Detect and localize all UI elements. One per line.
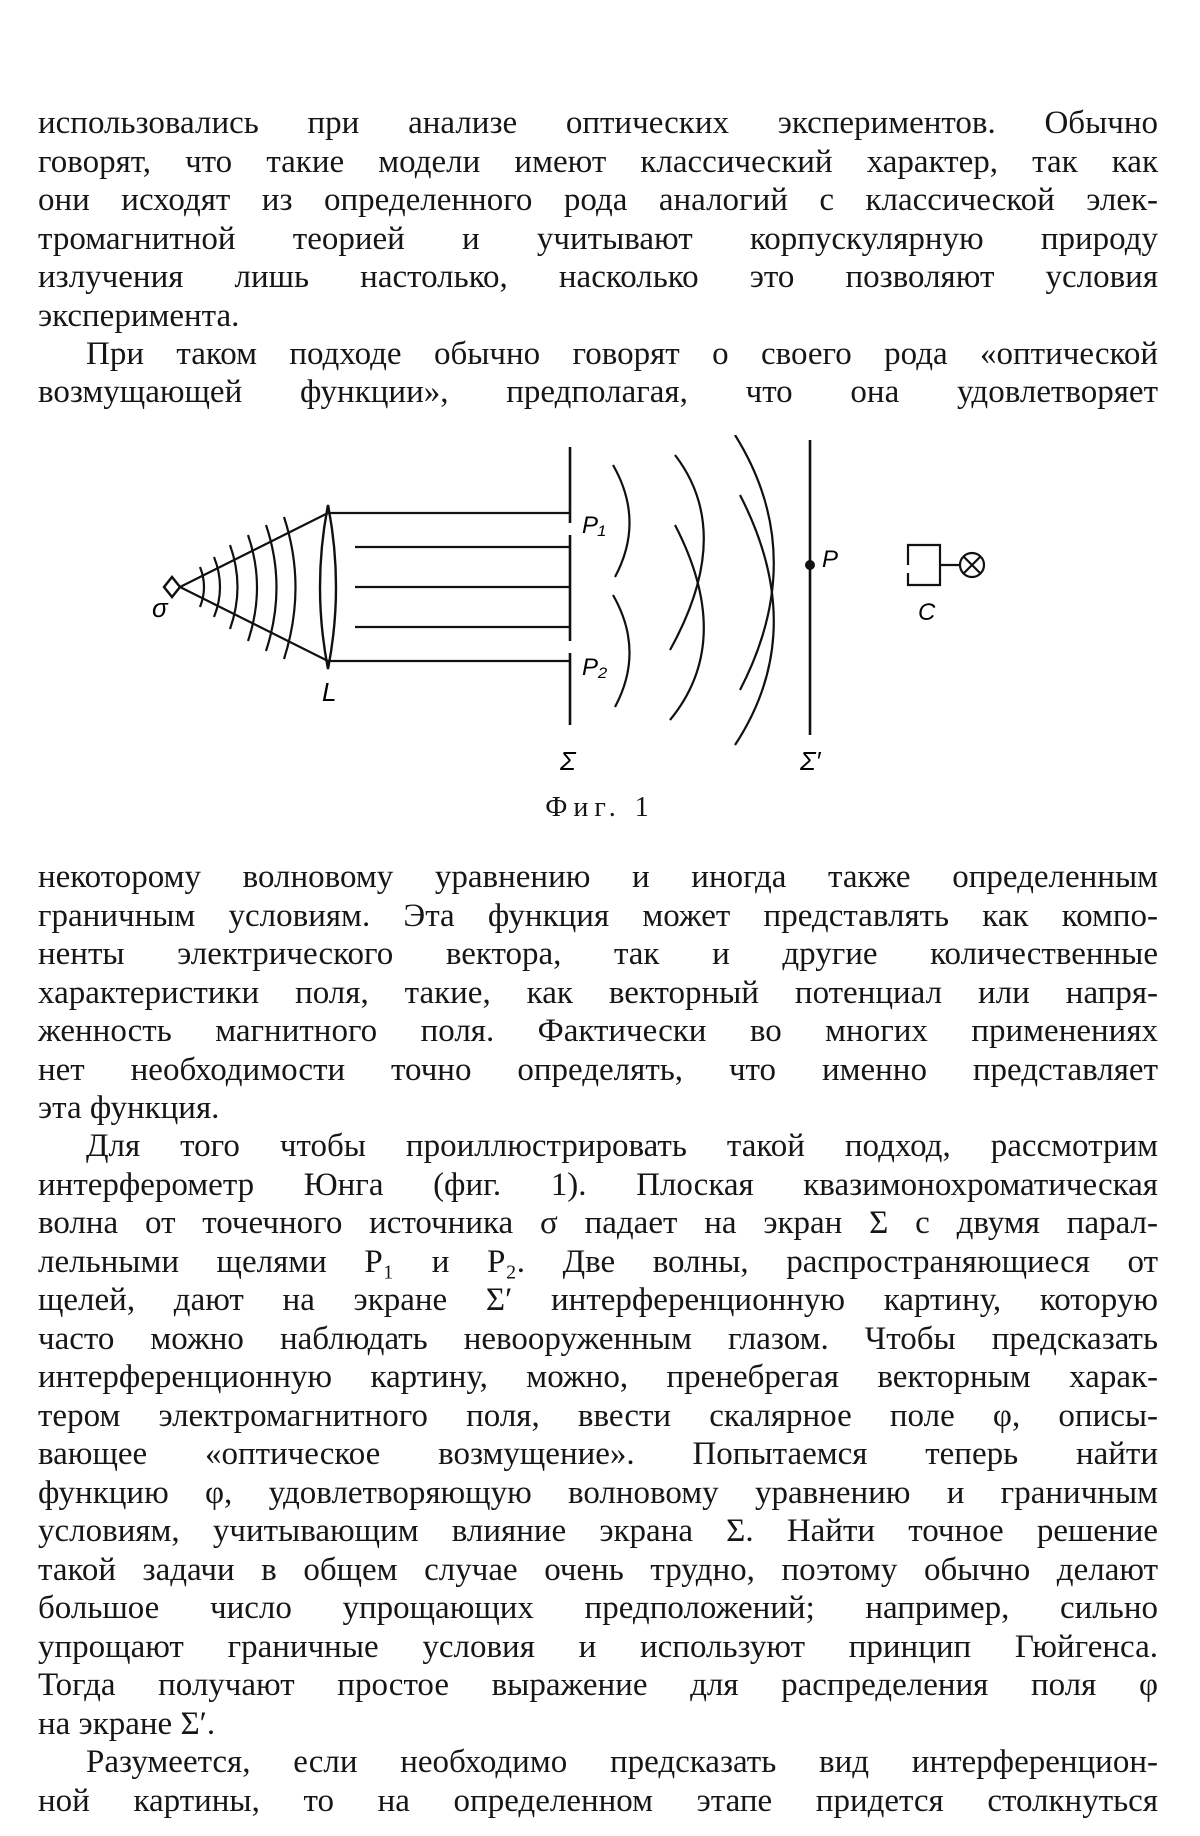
paragraph-5 (38, 1782, 1158, 1821)
text-line: на экране Σ′. (38, 1705, 216, 1742)
text-line: большое число упрощающих предположений; например, сильно (38, 1590, 1158, 1626)
text-line: женность магнитного поля. Фактически во многих применениях (38, 1013, 1158, 1049)
text-line: граничным условиям. Эта функция может представлять как компо- (38, 897, 1158, 934)
text-line: условиям, учитывающим влияние экрана Σ. Найти точное решение (38, 1513, 1158, 1549)
text-line: При таком подходе обычно говорят о своего рода «оптической (86, 336, 1158, 372)
text-line: ненты электрического вектора, так и другие количественные (38, 936, 1158, 972)
text-line: излучения лишь настолько, насколько это позволяют условия (38, 259, 1158, 295)
text-line: функцию φ, удовлетворяющую волновому уравнению и граничным (38, 1474, 1158, 1511)
figure-caption: Фиг. 1 (545, 792, 655, 823)
text-line: эта функция. (38, 1090, 220, 1126)
lens-icon (320, 505, 336, 669)
text-line: тером электромагнитного поля, ввести скалярное поле φ, описы- (38, 1397, 1158, 1434)
label-source: σ (152, 593, 168, 623)
label-screen1: Σ (560, 746, 576, 776)
paragraph-4 (38, 1166, 1158, 1744)
young-interferometer-figure (150, 435, 1050, 795)
text-line: упрощают граничные условия и используют принцип Гюйгенса. (38, 1628, 1158, 1665)
text-line: эксперимента. (38, 297, 240, 334)
text-line: такой задачи в общем случае очень трудно, поэтому обычно делают (38, 1551, 1158, 1588)
label-screen2: Σ′ (800, 746, 821, 776)
paragraph-2-cont (38, 373, 1158, 412)
paragraph-2 (38, 335, 1158, 374)
paragraph-1 (38, 104, 1158, 335)
label-slit1: P₁ (582, 512, 606, 539)
text-line: тромагнитной теорией и учитывают корпускулярную природу (38, 220, 1158, 257)
text-line: использовались при анализе оптических экспериментов. Обычно (38, 105, 1158, 141)
text-line: говорят, что такие модели имеют классический характер, так как (38, 143, 1158, 180)
text-line: интерференционную картину, можно, пренебрегая векторным харак- (38, 1359, 1158, 1395)
paragraph-4-first (38, 1127, 1158, 1166)
text-line: Тогда получают простое выражение для распределения поля φ (38, 1667, 1158, 1703)
text-line: они исходят из определенного рода аналогий с классической элек- (38, 182, 1158, 218)
text-line: интерферометр Юнга (фиг. 1). Плоская квазимонохроматическая (38, 1166, 1158, 1203)
label-slit2: P₂ (582, 654, 608, 681)
text-line: нет необходимости точно определять, что именно представляет (38, 1051, 1158, 1088)
text-line: Разумеется, если необходимо предсказать вид интерференцион- (86, 1744, 1158, 1780)
text-line: лельными щелями P₁ и P₂. Две волны, распространяющиеся от (38, 1243, 1158, 1280)
label-point: P (822, 546, 839, 573)
text-line: Для того чтобы проиллюстрировать такой подход, рассмотрим (86, 1128, 1158, 1164)
text-line: некоторому волновому уравнению и иногда также определенным (38, 859, 1158, 895)
text-line: ной картины, то на определенном этапе придется столкнуться (38, 1782, 1158, 1819)
point-p (805, 560, 815, 570)
paragraph-5-first (38, 1743, 1158, 1782)
text-line: щелей, дают на экране Σ′ интерференционную картину, которую (38, 1282, 1158, 1318)
text-line: характеристики поля, такие, как векторный потенциал или напря- (38, 974, 1158, 1011)
detector-box (908, 545, 940, 585)
text-line: часто можно наблюдать невооруженным глазом. Чтобы предсказать (38, 1320, 1158, 1357)
interferometer-diagram (150, 435, 1050, 795)
text-line: вающее «оптическое возмущение». Попытаемся теперь найти (38, 1436, 1158, 1472)
label-detector: C (918, 599, 936, 626)
text-line: волна от точечного источника σ падает на экран Σ с двумя парал- (38, 1205, 1158, 1241)
paragraph-3 (38, 858, 1158, 1128)
text-line: возмущающей функции», предполагая, что она удовлетворяет (38, 374, 1158, 410)
label-lens: L (322, 677, 337, 707)
